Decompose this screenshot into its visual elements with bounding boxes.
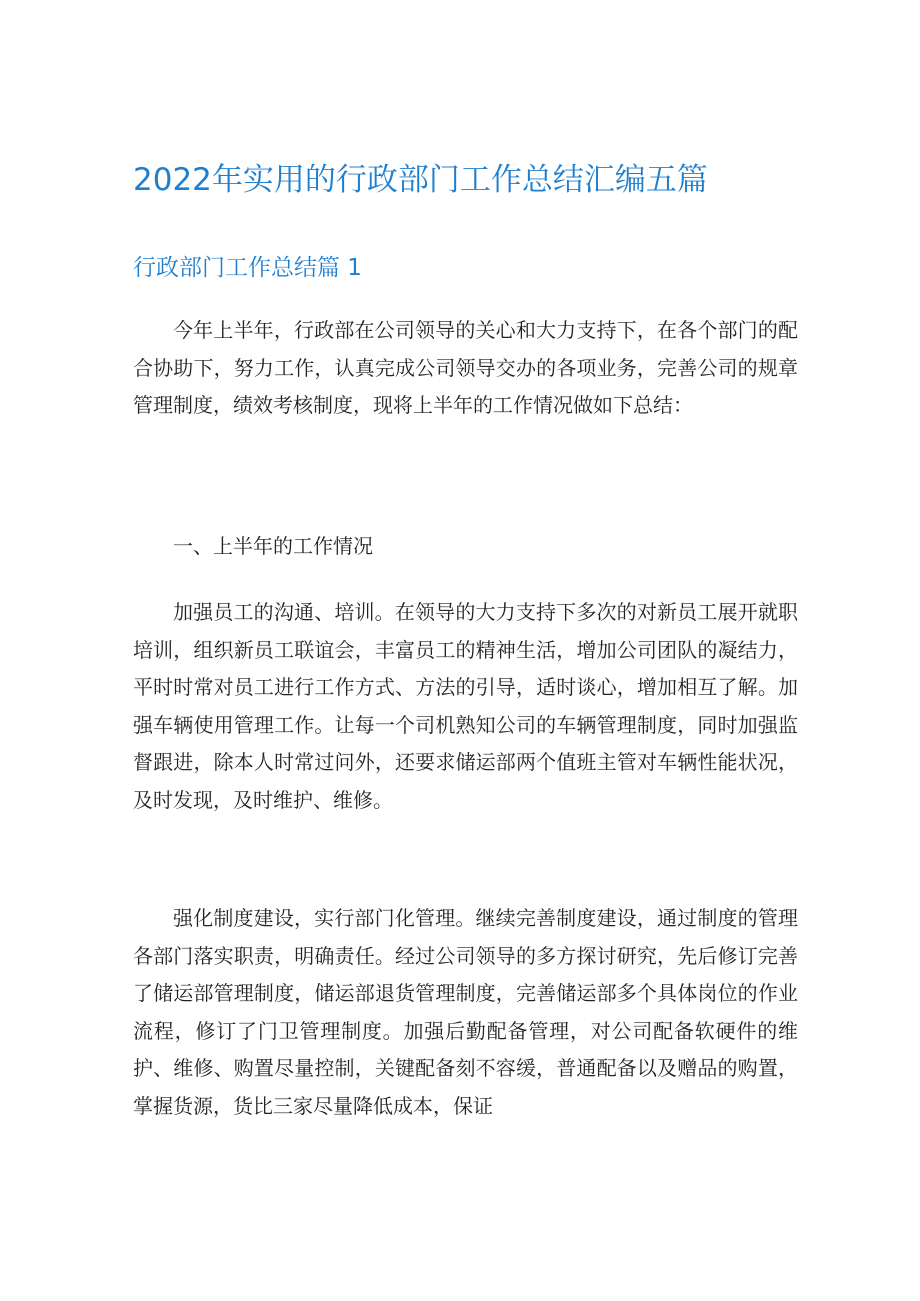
document-title: 2022年实用的行政部门工作总结汇编五篇 — [133, 162, 708, 198]
paragraph-intro: 今年上半年，行政部在公司领导的关心和大力支持下，在各个部门的配合协助下，努力工作，认真完成公司领导交办的各项业务，完善公司的规章管理制度，绩效考核制度，现将上半年的工作情况做如下总结： — [133, 318, 798, 417]
section-heading: 行政部门工作总结篇 1 — [133, 255, 362, 281]
paragraph-training: 加强员工的沟通、培训。在领导的大力支持下多次的对新员工展开就职培训，组织新员工联谊会，丰富员工的精神生活，增加公司团队的凝结力，平时时常对员工进行工作方式、方法的引导，适时谈心，增加相互了解。加强车辆使用管理工作。让每一个司机熟知公司的车辆管理制度，同时加强监督跟进，除本人时常过问外，还要求储运部两个值班主管对车辆性能状况，及时发现，及时维护、维修。 — [133, 600, 798, 812]
paragraph-system: 强化制度建设，实行部门化管理。继续完善制度建设，通过制度的管理各部门落实职责，明确责任。经过公司领导的多方探讨研究，先后修订完善了储运部管理制度，储运部退货管理制度，完善储运部多个具体岗位的作业流程，修订了门卫管理制度。加强后勤配备管理，对公司配备软硬件的维护、维修、购置尽量控制，关键配备刻不容缓，普通配备以及赠品的购置，掌握货源，货比三家尽量降低成本，保证 — [133, 906, 798, 1118]
body-block-3 — [133, 594, 798, 819]
body-block-4 — [133, 900, 798, 1125]
body-block-1 — [133, 312, 798, 425]
body-block-2 — [133, 528, 798, 566]
paragraph-subheading: 一、上半年的工作情况 — [173, 534, 373, 558]
